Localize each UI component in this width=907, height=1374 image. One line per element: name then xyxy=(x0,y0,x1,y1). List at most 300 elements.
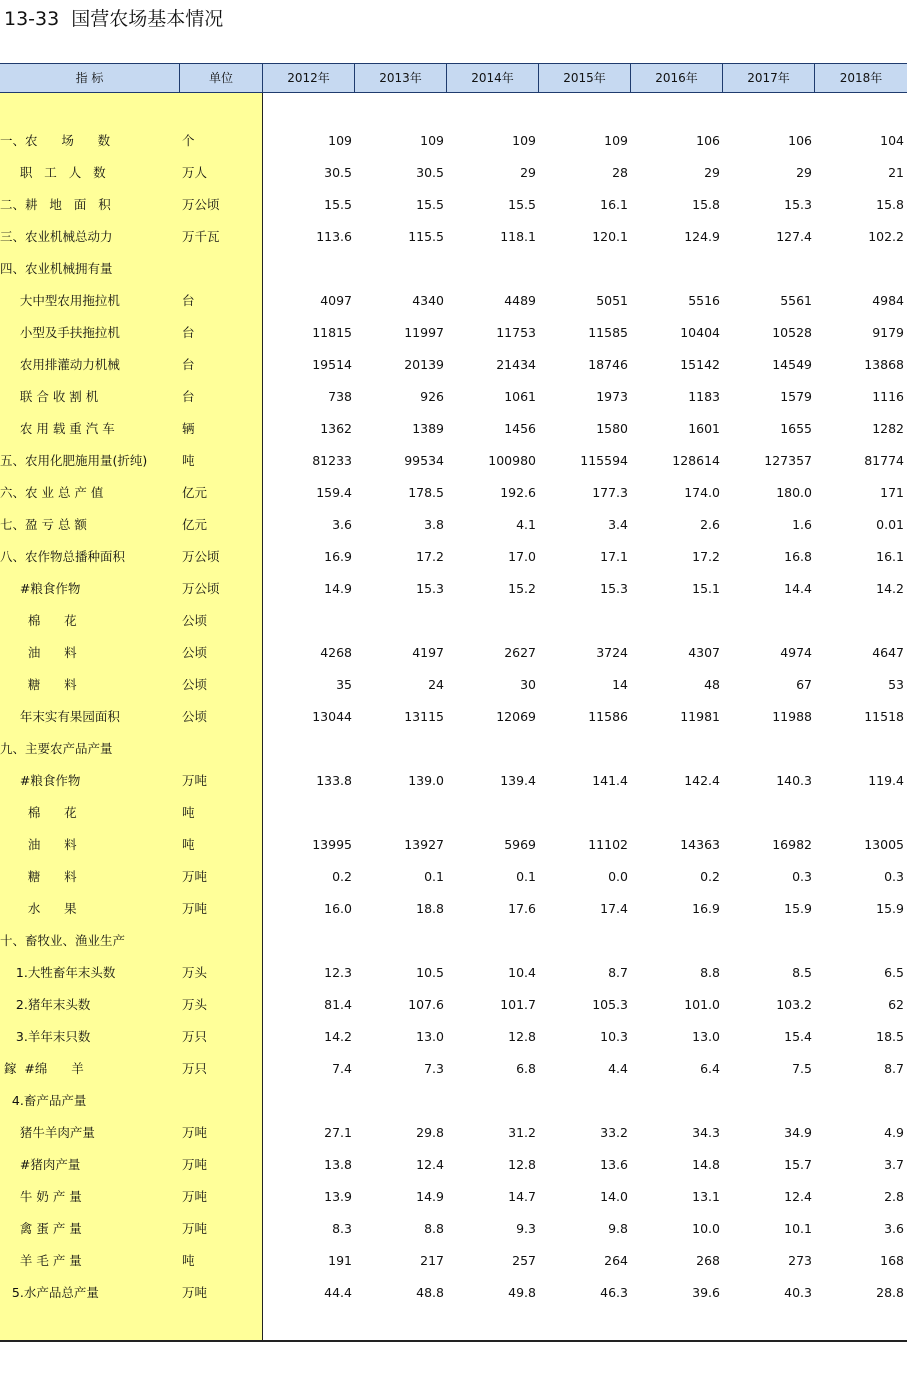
value-cell: 159.4 xyxy=(316,485,352,500)
value-cell xyxy=(632,925,720,957)
row-label: 油 料 xyxy=(0,645,77,660)
header-year-2016: 2016年 xyxy=(631,64,723,92)
row-label: 农用排灌动力机械 xyxy=(0,357,120,372)
value-cell: 9179 xyxy=(872,325,904,340)
row-unit: 万吨 xyxy=(182,1285,208,1300)
value-cell: 0.2 xyxy=(700,869,720,884)
value-cell: 29 xyxy=(704,165,720,180)
value-cell xyxy=(724,253,812,285)
value-cell: 119.4 xyxy=(868,773,904,788)
value-cell: 4974 xyxy=(780,645,812,660)
header-year-2018: 2018年 xyxy=(839,71,883,85)
value-cell: 16982 xyxy=(772,837,812,852)
value-cell: 33.2 xyxy=(600,1125,628,1140)
row-label: 联 合 收 割 机 xyxy=(0,389,99,404)
row-unit: 吨 xyxy=(182,837,195,852)
value-cell: 16.1 xyxy=(600,197,628,212)
value-cell: 12.3 xyxy=(324,965,352,980)
value-cell: 8.7 xyxy=(608,965,628,980)
value-cell: 12069 xyxy=(496,709,536,724)
value-cell: 140.3 xyxy=(776,773,812,788)
value-cell: 124.9 xyxy=(684,229,720,244)
row-unit: 万公顷 xyxy=(182,581,220,596)
value-cell: 12.4 xyxy=(784,1189,812,1204)
value-cell xyxy=(816,797,904,829)
value-cell: 127.4 xyxy=(776,229,812,244)
value-cell: 35 xyxy=(336,677,352,692)
header-year-2017: 2017年 xyxy=(723,64,815,92)
value-cell: 4097 xyxy=(320,293,352,308)
value-cell: 10.1 xyxy=(784,1221,812,1236)
value-cell: 5051 xyxy=(596,293,628,308)
value-cell: 14363 xyxy=(680,837,720,852)
value-cell: 15.9 xyxy=(876,901,904,916)
value-cell: 0.3 xyxy=(884,869,904,884)
row-unit: 万吨 xyxy=(182,1157,208,1172)
table-row xyxy=(0,1213,907,1245)
value-cell: 14.7 xyxy=(508,1189,536,1204)
row-label: 小型及手扶拖拉机 xyxy=(0,325,120,340)
table-row xyxy=(0,189,907,221)
table-row xyxy=(0,1053,907,1085)
row-unit: 万头 xyxy=(182,965,208,980)
value-cell: 27.1 xyxy=(324,1125,352,1140)
value-cell: 1061 xyxy=(504,389,536,404)
row-unit: 亿元 xyxy=(182,485,208,500)
table-row xyxy=(0,765,907,797)
value-cell xyxy=(540,1085,628,1117)
table-row xyxy=(0,861,907,893)
value-cell: 104 xyxy=(880,133,904,148)
row-unit: 万只 xyxy=(182,1061,208,1076)
table-row xyxy=(0,413,907,445)
value-cell xyxy=(724,797,812,829)
value-cell: 15.3 xyxy=(416,581,444,596)
row-label: 牛 奶 产 量 xyxy=(0,1189,82,1204)
value-cell xyxy=(356,925,444,957)
value-cell xyxy=(448,605,536,637)
value-cell xyxy=(540,797,628,829)
value-cell: 29 xyxy=(796,165,812,180)
value-cell xyxy=(448,925,536,957)
value-cell: 2.6 xyxy=(700,517,720,532)
value-cell: 7.5 xyxy=(792,1061,812,1076)
value-cell: 3.4 xyxy=(608,517,628,532)
value-cell xyxy=(724,605,812,637)
value-cell: 16.9 xyxy=(692,901,720,916)
value-cell: 4340 xyxy=(412,293,444,308)
value-cell: 1580 xyxy=(596,421,628,436)
value-cell: 14549 xyxy=(772,357,812,372)
value-cell: 40.3 xyxy=(784,1285,812,1300)
value-cell: 7.4 xyxy=(332,1061,352,1076)
value-cell: 128614 xyxy=(672,453,720,468)
value-cell: 48.8 xyxy=(416,1285,444,1300)
table-row xyxy=(0,1085,907,1117)
value-cell: 168 xyxy=(880,1253,904,1268)
value-cell: 67 xyxy=(796,677,812,692)
value-cell: 139.4 xyxy=(500,773,536,788)
value-cell: 4.4 xyxy=(608,1061,628,1076)
value-cell: 1456 xyxy=(504,421,536,436)
value-cell: 15.5 xyxy=(416,197,444,212)
value-cell: 13.0 xyxy=(416,1029,444,1044)
value-cell: 7.3 xyxy=(424,1061,444,1076)
value-cell: 102.2 xyxy=(868,229,904,244)
row-unit: 万只 xyxy=(182,1029,208,1044)
value-cell: 113.6 xyxy=(316,229,352,244)
value-cell: 44.4 xyxy=(324,1285,352,1300)
value-cell: 8.7 xyxy=(884,1061,904,1076)
value-cell: 10.5 xyxy=(416,965,444,980)
value-cell xyxy=(724,1085,812,1117)
row-label: 2.猪年末头数 xyxy=(0,997,91,1012)
header-unit: 单位 xyxy=(180,64,263,92)
value-cell xyxy=(540,733,628,765)
value-cell: 118.1 xyxy=(500,229,536,244)
value-cell: 15.5 xyxy=(508,197,536,212)
row-unit: 万公顷 xyxy=(182,197,220,212)
row-unit: 公顷 xyxy=(182,613,208,628)
value-cell xyxy=(632,733,720,765)
value-cell: 13927 xyxy=(404,837,444,852)
value-cell xyxy=(356,797,444,829)
row-label: 四、农业机械拥有量 xyxy=(0,261,113,276)
value-cell: 142.4 xyxy=(684,773,720,788)
row-unit: 公顷 xyxy=(182,677,208,692)
value-cell xyxy=(356,733,444,765)
table-row xyxy=(0,1117,907,1149)
row-label: 三、农业机械总动力 xyxy=(0,229,113,244)
table-row xyxy=(0,957,907,989)
value-cell: 15.9 xyxy=(784,901,812,916)
table-row xyxy=(0,637,907,669)
row-label: 3.羊年末只数 xyxy=(0,1029,91,1044)
value-cell: 11585 xyxy=(588,325,628,340)
value-cell: 8.8 xyxy=(700,965,720,980)
value-cell: 14.2 xyxy=(876,581,904,596)
value-cell: 8.8 xyxy=(424,1221,444,1236)
value-cell: 13.1 xyxy=(692,1189,720,1204)
value-cell: 21 xyxy=(888,165,904,180)
value-cell: 30 xyxy=(520,677,536,692)
value-cell: 257 xyxy=(512,1253,536,1268)
value-cell xyxy=(632,253,720,285)
value-cell: 10404 xyxy=(680,325,720,340)
value-cell: 106 xyxy=(696,133,720,148)
value-cell: 48 xyxy=(704,677,720,692)
value-cell: 11981 xyxy=(680,709,720,724)
row-unit: 公顷 xyxy=(182,709,208,724)
value-cell: 127357 xyxy=(764,453,812,468)
value-cell: 81233 xyxy=(312,453,352,468)
value-cell: 3.6 xyxy=(332,517,352,532)
row-unit: 万头 xyxy=(182,997,208,1012)
value-cell: 13.6 xyxy=(600,1157,628,1172)
value-cell: 17.0 xyxy=(508,549,536,564)
row-label: #猪肉产量 xyxy=(0,1157,81,1172)
row-label: 八、农作物总播种面积 xyxy=(0,549,126,564)
value-cell: 101.7 xyxy=(500,997,536,1012)
value-cell xyxy=(448,797,536,829)
value-cell: 2627 xyxy=(504,645,536,660)
value-cell: 10528 xyxy=(772,325,812,340)
value-cell: 109 xyxy=(328,133,352,148)
value-cell: 0.2 xyxy=(332,869,352,884)
table-row xyxy=(0,1245,907,1277)
value-cell: 1282 xyxy=(872,421,904,436)
value-cell: 0.0 xyxy=(608,869,628,884)
row-label: 年末实有果园面积 xyxy=(0,709,120,724)
row-label: 五、农用化肥施用量(折纯) xyxy=(0,453,148,468)
value-cell: 6.8 xyxy=(516,1061,536,1076)
value-cell: 177.3 xyxy=(592,485,628,500)
value-cell xyxy=(632,1085,720,1117)
row-label: 七、盈 亏 总 额 xyxy=(0,517,87,532)
value-cell xyxy=(632,605,720,637)
value-cell xyxy=(816,733,904,765)
row-unit: 万吨 xyxy=(182,773,208,788)
table-row xyxy=(0,381,907,413)
row-unit: 台 xyxy=(182,325,195,340)
value-cell: 14 xyxy=(612,677,628,692)
row-unit: 万人 xyxy=(182,165,208,180)
value-cell: 18.5 xyxy=(876,1029,904,1044)
row-label: 水 果 xyxy=(0,901,77,916)
value-cell xyxy=(448,253,536,285)
value-cell: 4.1 xyxy=(516,517,536,532)
table-row xyxy=(0,733,907,765)
value-cell: 8.3 xyxy=(332,1221,352,1236)
value-cell: 115.5 xyxy=(408,229,444,244)
value-cell: 1601 xyxy=(688,421,720,436)
value-cell: 6.4 xyxy=(700,1061,720,1076)
value-cell: 16.9 xyxy=(324,549,352,564)
value-cell: 133.8 xyxy=(316,773,352,788)
table-row xyxy=(0,1021,907,1053)
value-cell: 17.2 xyxy=(692,549,720,564)
table-row xyxy=(0,893,907,925)
row-unit: 台 xyxy=(182,389,195,404)
value-cell: 1973 xyxy=(596,389,628,404)
row-unit: 万公顷 xyxy=(182,549,220,564)
value-cell: 13.0 xyxy=(692,1029,720,1044)
value-cell: 17.1 xyxy=(600,549,628,564)
value-cell: 9.3 xyxy=(516,1221,536,1236)
value-cell: 120.1 xyxy=(592,229,628,244)
value-cell: 3724 xyxy=(596,645,628,660)
table-header xyxy=(0,63,907,93)
row-unit: 辆 xyxy=(182,421,195,436)
value-cell: 12.8 xyxy=(508,1157,536,1172)
value-cell xyxy=(448,1085,536,1117)
value-cell: 5561 xyxy=(780,293,812,308)
value-cell: 926 xyxy=(420,389,444,404)
value-cell: 14.2 xyxy=(324,1029,352,1044)
value-cell: 8.5 xyxy=(792,965,812,980)
value-cell: 34.3 xyxy=(692,1125,720,1140)
value-cell: 20139 xyxy=(404,357,444,372)
value-cell: 11997 xyxy=(404,325,444,340)
value-cell: 0.01 xyxy=(876,517,904,532)
value-cell: 4197 xyxy=(412,645,444,660)
value-cell xyxy=(264,605,352,637)
value-cell: 264 xyxy=(604,1253,628,1268)
value-cell: 11753 xyxy=(496,325,536,340)
value-cell xyxy=(540,925,628,957)
value-cell: 11586 xyxy=(588,709,628,724)
value-cell: 1655 xyxy=(780,421,812,436)
value-cell: 11815 xyxy=(312,325,352,340)
value-cell: 81.4 xyxy=(324,997,352,1012)
value-cell: 5969 xyxy=(504,837,536,852)
value-cell: 13044 xyxy=(312,709,352,724)
row-label: 5.水产品总产量 xyxy=(0,1285,99,1300)
row-unit xyxy=(182,925,260,957)
value-cell: 115594 xyxy=(580,453,628,468)
value-cell: 103.2 xyxy=(776,997,812,1012)
row-label: 大中型农用拖拉机 xyxy=(0,293,120,308)
row-unit: 公顷 xyxy=(182,645,208,660)
row-label: 十、畜牧业、渔业生产 xyxy=(0,933,126,948)
value-cell: 100980 xyxy=(488,453,536,468)
value-cell xyxy=(356,253,444,285)
value-cell: 29 xyxy=(520,165,536,180)
value-cell: 5516 xyxy=(688,293,720,308)
row-unit: 台 xyxy=(182,357,195,372)
row-label: 棉 花 xyxy=(0,613,77,628)
row-label: 六、农 业 总 产 值 xyxy=(0,485,104,500)
value-cell xyxy=(632,797,720,829)
page-title: 13-33 国营农场基本情况 xyxy=(4,8,224,30)
value-cell xyxy=(356,605,444,637)
table-row xyxy=(0,317,907,349)
value-cell: 15.3 xyxy=(784,197,812,212)
value-cell: 3.7 xyxy=(884,1157,904,1172)
value-cell: 9.8 xyxy=(608,1221,628,1236)
table-row xyxy=(0,1149,907,1181)
value-cell: 738 xyxy=(328,389,352,404)
value-cell: 39.6 xyxy=(692,1285,720,1300)
value-cell: 15.3 xyxy=(600,581,628,596)
value-cell xyxy=(540,605,628,637)
table-row xyxy=(0,829,907,861)
value-cell xyxy=(264,1085,352,1117)
value-cell: 4489 xyxy=(504,293,536,308)
row-label: 糖 料 xyxy=(0,677,77,692)
row-label: 一、农 场 数 xyxy=(0,133,111,148)
value-cell: 30.5 xyxy=(416,165,444,180)
value-cell: 17.2 xyxy=(416,549,444,564)
value-cell: 15.8 xyxy=(692,197,720,212)
value-cell xyxy=(264,925,352,957)
value-cell xyxy=(540,253,628,285)
table-row xyxy=(0,541,907,573)
value-cell: 53 xyxy=(888,677,904,692)
value-cell xyxy=(448,733,536,765)
row-unit: 万吨 xyxy=(182,1221,208,1236)
value-cell: 12.8 xyxy=(508,1029,536,1044)
value-cell: 24 xyxy=(428,677,444,692)
value-cell: 12.4 xyxy=(416,1157,444,1172)
value-cell: 192.6 xyxy=(500,485,536,500)
value-cell: 141.4 xyxy=(592,773,628,788)
value-cell: 4984 xyxy=(872,293,904,308)
value-cell: 101.0 xyxy=(684,997,720,1012)
row-label: 羊 毛 产 量 xyxy=(0,1253,82,1268)
value-cell xyxy=(816,253,904,285)
row-label: 4.畜产品产量 xyxy=(0,1093,87,1108)
table-row xyxy=(0,797,907,829)
value-cell: 191 xyxy=(328,1253,352,1268)
row-unit xyxy=(182,253,260,285)
value-cell: 16.8 xyxy=(784,549,812,564)
value-cell: 13995 xyxy=(312,837,352,852)
value-cell: 15.2 xyxy=(508,581,536,596)
row-label: 农 用 载 重 汽 车 xyxy=(0,421,115,436)
value-cell: 29.8 xyxy=(416,1125,444,1140)
row-label: 九、主要农产品产量 xyxy=(0,741,113,756)
value-cell: 109 xyxy=(604,133,628,148)
row-label: 棉 花 xyxy=(0,805,77,820)
row-label: 二、耕 地 面 积 xyxy=(0,197,111,212)
value-cell: 14.9 xyxy=(416,1189,444,1204)
value-cell: 34.9 xyxy=(784,1125,812,1140)
value-cell: 14.9 xyxy=(324,581,352,596)
row-label: #粮食作物 xyxy=(0,581,81,596)
table-row xyxy=(0,285,907,317)
value-cell: 4647 xyxy=(872,645,904,660)
value-cell: 13.9 xyxy=(324,1189,352,1204)
value-cell: 13005 xyxy=(864,837,904,852)
value-cell: 273 xyxy=(788,1253,812,1268)
value-cell: 18.8 xyxy=(416,901,444,916)
value-cell: 10.3 xyxy=(600,1029,628,1044)
value-cell: 268 xyxy=(696,1253,720,1268)
value-cell: 105.3 xyxy=(592,997,628,1012)
value-cell: 1362 xyxy=(320,421,352,436)
data-table xyxy=(0,63,907,1342)
value-cell: 217 xyxy=(420,1253,444,1268)
value-cell: 14.0 xyxy=(600,1189,628,1204)
value-cell: 15.1 xyxy=(692,581,720,596)
row-unit: 万吨 xyxy=(182,1189,208,1204)
value-cell: 14.4 xyxy=(784,581,812,596)
value-cell xyxy=(356,1085,444,1117)
value-cell xyxy=(264,797,352,829)
value-cell: 14.8 xyxy=(692,1157,720,1172)
value-cell xyxy=(816,605,904,637)
row-label: 糖 料 xyxy=(0,869,77,884)
value-cell: 28 xyxy=(612,165,628,180)
value-cell: 6.5 xyxy=(884,965,904,980)
bottom-rule xyxy=(0,1340,907,1342)
table-row xyxy=(0,125,907,157)
value-cell: 13868 xyxy=(864,357,904,372)
value-cell: 1389 xyxy=(412,421,444,436)
value-cell: 17.4 xyxy=(600,901,628,916)
value-cell: 30.5 xyxy=(324,165,352,180)
row-label: #粮食作物 xyxy=(0,773,81,788)
value-cell: 16.1 xyxy=(876,549,904,564)
value-cell: 4307 xyxy=(688,645,720,660)
row-label: 职 工 人 数 xyxy=(0,165,106,180)
value-cell: 178.5 xyxy=(408,485,444,500)
value-cell: 46.3 xyxy=(600,1285,628,1300)
value-cell: 109 xyxy=(512,133,536,148)
value-cell: 21434 xyxy=(496,357,536,372)
value-cell: 174.0 xyxy=(684,485,720,500)
